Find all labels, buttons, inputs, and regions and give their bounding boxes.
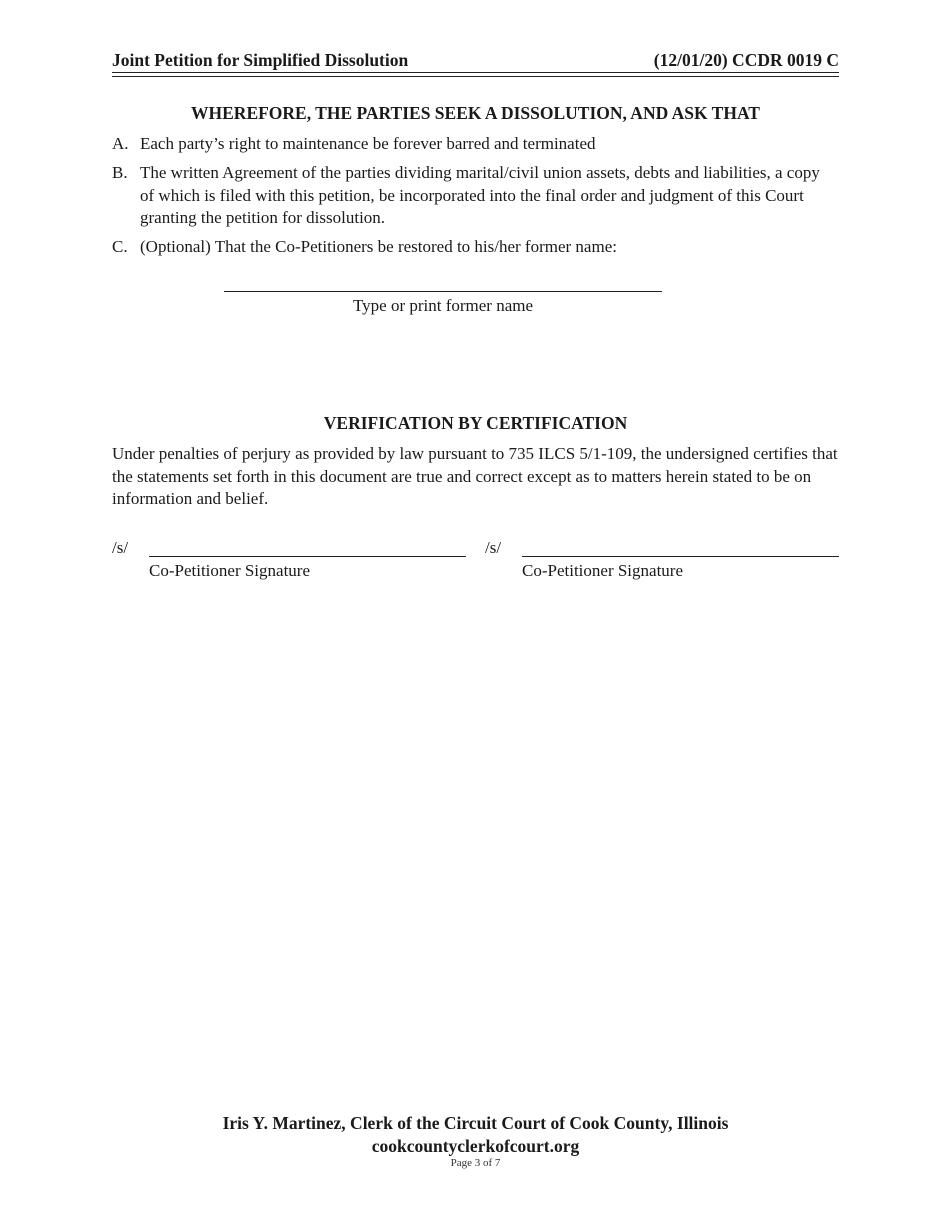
signature-prefix: /s/: [112, 538, 129, 557]
signature-block-2: [485, 538, 839, 588]
signature-block-1: [112, 538, 466, 588]
header-divider: [112, 72, 839, 73]
former-name-field[interactable]: [224, 291, 662, 292]
item-text: Each party’s right to maintenance be forever barred and terminated: [140, 134, 596, 153]
item-letter: A.: [112, 134, 129, 153]
document-page: [112, 0, 839, 1230]
form-code: (12/01/20) CCDR 0019 C: [653, 50, 839, 70]
signature-label: Co-Petitioner Signature: [522, 561, 684, 580]
item-letter: B.: [112, 163, 128, 182]
signature-label: Co-Petitioner Signature: [149, 561, 311, 580]
header-divider-secondary: [112, 76, 839, 77]
verification-text: Under penalties of perjury as provided by law pursuant to 735 ILCS 5/1-109, the undersigned certifies that the statements set forth in this document are true and correct except as to matters herein stated to be on information and belief.: [112, 444, 838, 508]
page-number: Page 3 of 7: [450, 1157, 501, 1169]
signature-prefix: /s/: [485, 538, 502, 557]
item-text: (Optional) That the Co-Petitioners be restored to his/her former name:: [140, 237, 617, 256]
signature-field-2[interactable]: [522, 556, 839, 557]
form-title: Joint Petition for Simplified Dissolution: [112, 50, 409, 70]
footer-website: cookcountyclerkofcourt.org: [371, 1136, 580, 1156]
verification-heading: VERIFICATION BY CERTIFICATION: [323, 413, 628, 433]
signature-field-1[interactable]: [149, 556, 466, 557]
page-header: [112, 50, 839, 74]
item-text: The written Agreement of the parties dividing marital/civil union assets, debts and liabilities, a copy of which is filed with this petition, be incorporated into the final order and judgment of this Court granting the petition for dissolution.: [140, 163, 820, 227]
former-name-label: Type or print former name: [352, 296, 534, 315]
request-heading: WHEREFORE, THE PARTIES SEEK A DISSOLUTION, AND ASK THAT: [191, 103, 760, 123]
item-letter: C.: [112, 237, 128, 256]
footer-clerk: Iris Y. Martinez, Clerk of the Circuit Court of Cook County, Illinois: [222, 1113, 729, 1133]
